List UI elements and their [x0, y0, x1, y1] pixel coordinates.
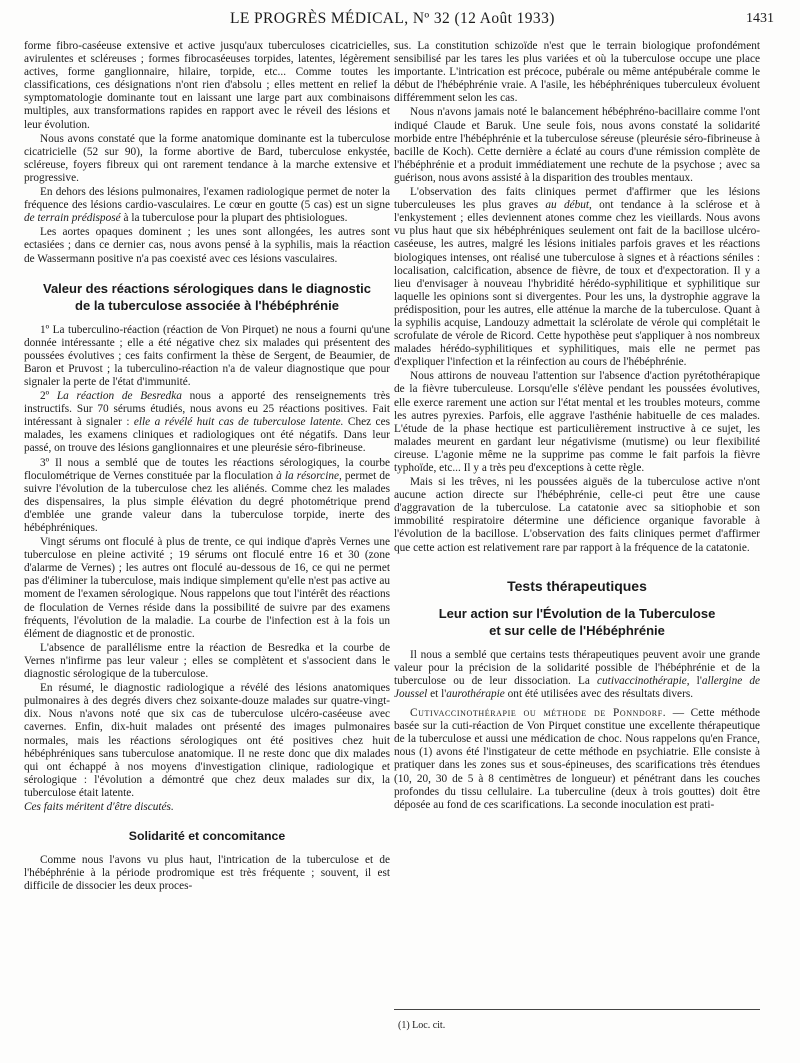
left-column [24, 40, 390, 1050]
subheading-tests: Leur action sur l'Évolution de la Tuberculose et sur celle de l'Hébéphrénie [438, 605, 716, 638]
section-heading-serology: Valeur des réactions sérologiques dans le diagnostic de la tuberculose associée à l'hébéphrénie [43, 280, 371, 313]
paragraph: 2º La réaction de Besredka nous a apporté des renseignements très instructifs. Sur 70 sérums étudiés, nous avons eu 25 réactions positives. Fait intéressant à signaler : elle a révélé huit cas de tuberculose latente. Chez ces malades, les examens cliniques et radiologiques ont été négatifs. Dans leur passé, on trouve des lésions ganglionnaires et une pleurésie séro-fibrineuse. [24, 390, 390, 455]
paragraph: forme fibro-caséeuse extensive et active jusqu'aux tuberculoses cicatricielles, avirulentes et scléreuses ; formes fibrocaséeuses torpides, latentes, légèrement actives, forme ganglionnaire, hilaire, torpide, etc... Comme toutes les classifications, ces désignations n'ont rien d'absolu ; elles mettent en relief la symptomatologie dominante tout en laissant une large part aux combinaisons multiples, aux transformations rapides en rapport avec le réveil des lésions et leur évolution. [24, 40, 390, 131]
italic-phrase: de terrain prédisposé [24, 212, 121, 225]
right-column [394, 40, 760, 1050]
paragraph: Nous avons constaté que la forme anatomique dominante est la tuberculose cicatricielle (52 sur 90), la forme abortive de Bard, tuberculose enkystée, scléreuse, foyers fibreux qui ont rarement tendance à la marche extensive et progressive. [24, 132, 390, 184]
italic-conclusion: Ces faits méritent d'être discutés. [24, 800, 174, 813]
paragraph: Vingt sérums ont floculé à plus de trente, ce qui indique d'après Vernes une tuberculose en pleine activité ; 19 sérums ont floculé entre 16 et 30 (zone d'alarme de Vernes) ; les autres ont floculé au-dessous de 16, ce qui ne permet pas d'éliminer la tuberculose, mais indique simplement qu'elle n'est pas active au moment de l'examen sérologique. Nous rappelons que tout l'intérêt des réactions de floculation de Vernes réside dans la possibilité de suivre par des examens fréquents, l'évolution de la maladie. La courbe de l'infection est à la fois un élément de diagnostic et de pronostic. [24, 536, 390, 640]
paragraph: 1º La tuberculino-réaction (réaction de Von Pirquet) ne nous a fourni qu'une donnée intéressante ; elle a été négative chez six malades qui présentent des poussées évolutives ; ces faits confirment la thèse de Sergent, de Beaumier, de Baron et Pruvost ; la tuberculino-réaction n'a de valeur diagnostique que pour signaler la perte de l'état d'immunité. [24, 323, 390, 388]
method-name: Cutivaccinothérapie ou méthode de Ponndorf. [410, 707, 667, 720]
paragraph: Il nous a semblé que certains tests thérapeutiques peuvent avoir une grande valeur pour la précision de la solidarité possible de l'hébéphrénie et de la tuberculose ou de leur dissociation. La cutivaccinothérapie, l'allergine de Joussel et l'aurothérapie ont été utilisées avec des résultats divers. [394, 648, 760, 700]
paragraph: sus. La constitution schizoïde n'est que le terrain biologique profondément sensibilisé par les tares les plus variées et où la tuberculose occupe une place importante. L'intrication est précoce, pubérale ou même antépubérale comme le début de l'hébéphrénie vraie. A l'asile, les hébéphréniques tuberculeux évoluent différemment selon les cas. [394, 40, 760, 105]
paragraph: Mais si les trêves, ni les poussées aiguës de la tuberculose active n'ont aucune action directe sur l'hébéphrénie, celle-ci peut être une cause d'aggravation de la tuberculose. La catatonie avec sa sitiophobie et son immobilité respiratoire détermine une déficience organique favorable à l'évolution de la bacillose. L'observation des faits cliniques permet d'affirmer que cette action est relativement rare par rapport à la fréquence de la catatonie. [394, 476, 760, 554]
footnote: (1) Loc. cit. [398, 1020, 446, 1031]
paragraph: 3º Il nous a semblé que de toutes les réactions sérologiques, la courbe floculométrique de Vernes constituée par la floculation à la résorcine, permet de suivre l'évolution de la tuberculose chez les aliénés. Comme chez les malades des dispensaires, la plus simple élévation du degré photométrique prend d'emblée une grande valeur dans la tuberculose torpide, inerte des hébéphréniques. [24, 456, 390, 534]
paragraph: Nous attirons de nouveau l'attention sur l'absence d'action pyrétothérapique de la fièvre tuberculeuse. Lorsqu'elle s'élève pendant les poussées évolutives, elle exerce rarement une action sur l'état mental et les troubles moteurs, comme les autres pyrexies. Parfois, elle aggrave l'asthénie habituelle de ces malades. L'étude de la phase hectique est particulièrement instructive à ce sujet, les malades meurent en gardant leur négativisme (mutisme) ou leur flexibilité cireuse. L'agonie même ne la supprime pas comme le fait parfois la fièvre typhoïde, etc... Il y a très peu d'exceptions à cette règle. [394, 370, 760, 474]
running-header [34, 10, 774, 34]
journal-title: LE PROGRÈS MÉDICAL, Nº 32 (12 Août 1933) [230, 10, 555, 27]
paragraph: L'observation des faits cliniques permet d'affirmer que les lésions tuberculeuses les plus graves au début, ont tendance à la sclérose et à l'enkystement ; elles deviennent atones comme chez les vieillards. Nous avons vu plus haut que six hébéphréniques seulement ont fait de la bacillose ulcéro-caséeuse, les autres, malgré les lésions initiales parfois graves et les réactions biologiques intenses, ont réalisé une tuberculose à signes et à réactions séniles : localisation, calcification, absence de fièvre, de toux et d'expectoration. Il y a lieu d'envisager à nouveau l'hybridité hérédo-syphilitique et syphilitique sur laquelle les opinions sont si divergentes. Pour les uns, la dystrophie aggrave la prédisposition, pour les autres, elle atténue la marche de la tuberculose. Quant à la syphilis acquise, Landouzy admettait la sclérolate de vérole qui complétait le scrofulate de vérole de Ricord. Cette hypothèse peut s'appliquer à nos nombreux malades hérédo-syphilitiques et syphilitiques, mais elle ne permet pas d'expliquer l'infection et la réinfection au cours de l'hébéphrénie. [394, 186, 760, 369]
paragraph: En résumé, le diagnostic radiologique a révélé des lésions anatomiques pulmonaires à des degrés divers chez soixante-douze malades sur quatre-vingt-dix. Nous n'avons noté que six cas de tuberculose ulcéro-caséeuse avec cavernes. Enfin, dix-huit malades ont présenté des images pulmonaires normales, mais les réactions sérologiques ont été positives chez huit hébéphréniques sans tuberculose anatomique. Il ne reste donc que dix malades qui ont échappé à nos moyens d'investigation clinique, radiologique et sérologique : l'évolution a démontré que chez deux malades sur dix, la tuberculose était latente. [24, 682, 390, 799]
paragraph: Cutivaccinothérapie ou méthode de Ponndorf. — Cette méthode basée sur la cuti-réaction de Von Pirquet constitue une excellente thérapeutique de la tuberculose et aussi une médication de choc. Nous rappelons qu'en France, nous (1) avons été l'instigateur de cette méthode en psychiatrie. Elle consiste à pratiquer dans les zones sus et sous-épineuses, des scarifications très étendues (10, 20, 30 de 5 à 8 centimètres de longueur) et pénétrant dans les couches profondes du tissu cellulaire. La tuberculine (deux à trois gouttes) doit être déposée au fond de ces scarifications. La seconde inoculation est prati- [394, 707, 760, 811]
paragraph: En dehors des lésions pulmonaires, l'examen radiologique permet de noter la fréquence des lésions cardio-vasculaires. Le cœur en goutte (5 cas) est un signe de terrain prédisposé à la tuberculose pour la plupart des phtisiologues. [24, 186, 390, 225]
paragraph: Nous n'avons jamais noté le balancement hébéphréno-bacillaire comme l'ont indiqué Claude et Baruk. Une seule fois, nous avons constaté la solidarité morbide entre l'hébéphrénie et la tuberculose séreuse (pleurésie séro-fibrineuse à bacille de Koch). Cette dernière a éclaté au cours d'une rémission complète de l'hébéphrénie et a produit immédiatement une rechute de la psychose ; avec sa guérison, nous avons assisté à la disparition des troubles mentaux. [394, 106, 760, 184]
paragraph: Comme nous l'avons vu plus haut, l'intrication de la tuberculose et de l'hébéphrénie à la période prodromique est très fréquente ; souvent, il est difficile de dissocier les deux proces- [24, 854, 390, 893]
paragraph: L'absence de parallélisme entre la réaction de Besredka et la courbe de Vernes n'infirme pas leur valeur ; elles se complètent et s'associent dans le diagnostic sérologique de la tuberculose. [24, 641, 390, 681]
section-heading-solidarity: Solidarité et concomitance [128, 829, 286, 844]
paragraph: Les aortes opaques dominent ; les unes sont allongées, les autres sont ectasiées ; dans ce dernier cas, nous avons pensé à la syphilis, mais la réaction de Wassermann positive n'a pas coexisté avec ces lésions vasculaires. [24, 226, 390, 265]
footnote-divider [394, 1009, 760, 1010]
page-number: 1431 [746, 11, 774, 26]
section-heading-tests: Tests thérapeutiques [507, 577, 647, 594]
